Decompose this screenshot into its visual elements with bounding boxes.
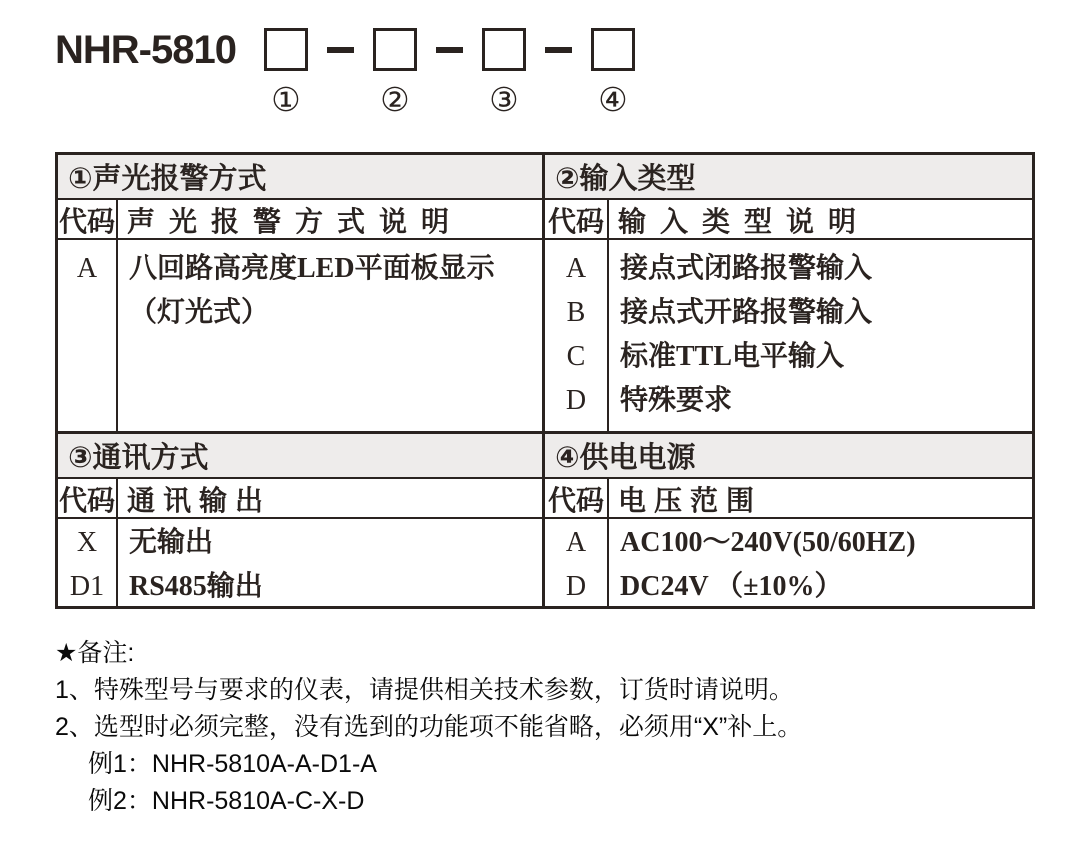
code-value: D1 (69, 571, 105, 602)
section-alarm-mode (58, 155, 545, 434)
code-box-2 (373, 28, 417, 71)
code-column-header: 代码 (58, 200, 118, 240)
desc-cell (609, 519, 1032, 609)
desc-value: RS485输出 (129, 571, 263, 602)
desc-cell (118, 519, 542, 609)
section-body (58, 519, 542, 606)
model-code-diagram (55, 28, 1035, 118)
desc-value: 无输出 (129, 527, 214, 558)
model-slot-2 (373, 28, 417, 118)
code-box-3 (482, 28, 526, 71)
section-input-type (545, 155, 1032, 434)
code-cell (545, 240, 609, 431)
code-box-1 (264, 28, 308, 71)
model-slot-3 (482, 28, 526, 118)
subheader-row (58, 200, 542, 240)
code-value: D (565, 385, 587, 416)
desc-value: 接点式闭路报警输入 (620, 253, 873, 284)
section-body (58, 240, 542, 431)
desc-value: （灯光式） (129, 297, 270, 328)
code-column-header: 代码 (58, 479, 118, 519)
section-communication (58, 434, 545, 606)
section-header-input-type: ②输入类型 (545, 155, 1032, 200)
code-value: C (566, 341, 586, 372)
code-value: X (76, 527, 98, 558)
model-slot-4 (591, 28, 635, 118)
desc-column-header: 通讯输出 (127, 486, 272, 517)
desc-cell (609, 240, 1032, 431)
model-selection-table (55, 152, 1035, 609)
remarks-title: ★备注: (55, 639, 135, 667)
remarks-section (55, 635, 1035, 820)
desc-cell (118, 240, 542, 431)
code-value: A (565, 253, 587, 284)
section-header-power-supply: ④供电电源 (545, 434, 1032, 479)
code-value: B (566, 297, 586, 328)
model-title: NHR-5810 (55, 28, 236, 72)
code-cell (545, 519, 609, 609)
section-body (545, 240, 1032, 431)
circled-number-4: ④ (598, 80, 628, 119)
desc-value: 特殊要求 (620, 385, 733, 416)
example-model-2: 例2：NHR-5810A-C-X-D (88, 787, 365, 815)
example-model-1: 例1：NHR-5810A-A-D1-A (88, 750, 377, 778)
dash-icon (436, 47, 463, 53)
desc-value: DC24V （±10%） (620, 571, 843, 602)
code-value: A (565, 527, 587, 558)
remark-item-2: 2、选型时必须完整，没有选到的功能项不能省略，必须用“X”补上。 (55, 713, 803, 741)
subheader-row (58, 479, 542, 519)
circled-number-3: ③ (489, 80, 519, 119)
desc-value: 标准TTL电平输入 (620, 341, 845, 372)
desc-column-header: 输入类型说明 (618, 207, 871, 238)
desc-value: 八回路高亮度LED平面板显示 (129, 253, 495, 284)
desc-value: AC100～240V(50/60HZ) (620, 527, 916, 558)
desc-column-header: 声光报警方式说明 (127, 207, 464, 238)
subheader-row (545, 200, 1032, 240)
section-body (545, 519, 1032, 606)
code-value: A (76, 253, 98, 284)
subheader-row (545, 479, 1032, 519)
model-slot-1 (264, 28, 308, 118)
desc-value: 接点式开路报警输入 (620, 297, 873, 328)
desc-column-header: 电压范围 (618, 486, 763, 517)
section-header-communication: ③通讯方式 (58, 434, 542, 479)
circled-number-1: ① (271, 80, 301, 119)
section-power-supply (545, 434, 1032, 606)
code-cell (58, 519, 118, 609)
code-column-header: 代码 (545, 479, 609, 519)
circled-number-2: ② (380, 80, 410, 119)
code-column-header: 代码 (545, 200, 609, 240)
code-box-4 (591, 28, 635, 71)
dash-icon (545, 47, 572, 53)
dash-icon (327, 47, 354, 53)
code-cell (58, 240, 118, 431)
section-header-alarm-mode: ①声光报警方式 (58, 155, 542, 200)
remark-item-1: 1、特殊型号与要求的仪表，请提供相关技术参数，订货时请说明。 (55, 676, 794, 704)
code-value: D (565, 571, 587, 602)
